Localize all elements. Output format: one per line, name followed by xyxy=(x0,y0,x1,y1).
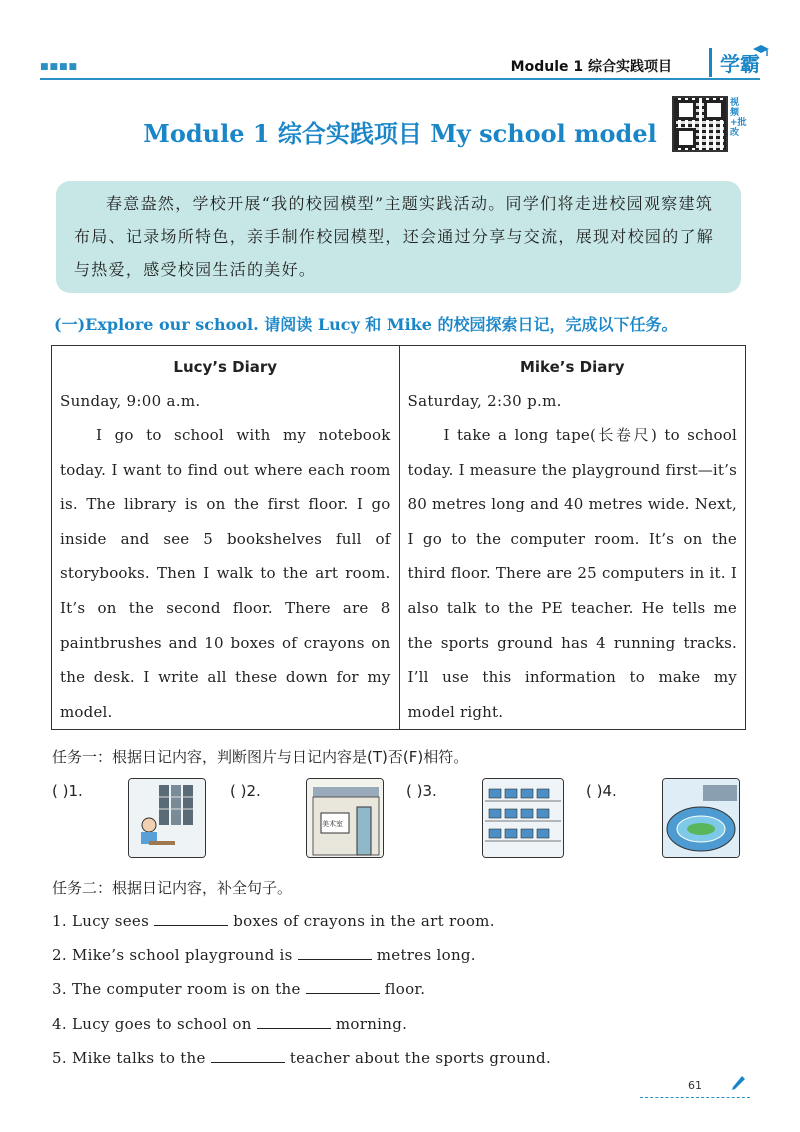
answer-blank[interactable] xyxy=(257,1014,331,1029)
playground-picture xyxy=(662,778,740,858)
diary-body: I take a long tape(长卷尺) to school today. I measure the playground first—it’s 80 metres long and 40 metres wide. Next, I go to the computer room. It’s on the third floor. There are 25 computers in it. I also talk to the PE teacher. He tells me the sports ground has 4 running tracks. I’ll use this information to make my model right. xyxy=(407,426,737,721)
playground-scene-icon xyxy=(663,779,740,858)
footer-rule xyxy=(640,1097,750,1098)
fill-question: 4. Lucy goes to school on morning. xyxy=(52,1015,408,1033)
header-decoration: ■■■■ xyxy=(40,62,79,72)
answer-blank[interactable] xyxy=(298,945,372,960)
answer-blank[interactable] xyxy=(154,911,228,926)
art-room-picture xyxy=(306,778,384,858)
graduation-cap-icon xyxy=(752,44,770,58)
picture-row xyxy=(52,778,752,868)
library-picture xyxy=(128,778,206,858)
diary-table xyxy=(51,345,746,730)
page-header xyxy=(40,52,760,80)
diary-title: Mike’s Diary xyxy=(519,358,625,376)
answer-blank[interactable]: ( )4. xyxy=(586,782,617,800)
library-scene-icon xyxy=(129,779,206,858)
answer-blank[interactable]: ( )3. xyxy=(406,782,437,800)
task2-heading: 任务二：根据日记内容，补全句子。 xyxy=(52,879,293,897)
art-room-scene-icon xyxy=(307,779,384,858)
intro-text: 春意盎然，学校开展“我的校园模型”主题实践活动。同学们将走进校园观察建筑布局、记录场所特色，亲手制作校园模型，还会通过分享与交流，展现对校园的了解与热爱，感受校园生活的美好。 xyxy=(74,194,715,279)
running-title: Module 1 综合实践项目 xyxy=(510,59,672,75)
computer-room-scene-icon xyxy=(483,779,564,858)
page-title: Module 1 综合实践项目 My school model xyxy=(143,119,657,148)
answer-blank[interactable] xyxy=(306,979,380,994)
pen-icon xyxy=(730,1075,746,1093)
computer-room-picture xyxy=(482,778,564,858)
fill-question: 1. Lucy sees boxes of crayons in the art room. xyxy=(52,912,495,930)
diary-date: Sunday, 9:00 a.m. xyxy=(60,392,201,410)
diary-date: Saturday, 2:30 p.m. xyxy=(407,392,562,410)
diary-title: Lucy’s Diary xyxy=(173,358,278,376)
room-sign: 美术室 xyxy=(322,820,343,828)
task1-heading: 任务一：根据日记内容，判断图片与日记内容是(T)否(F)相符。 xyxy=(52,748,469,766)
diary-column-lucy xyxy=(52,346,399,729)
qr-side-label: 视频+批改 xyxy=(730,98,747,138)
answer-blank[interactable] xyxy=(211,1048,285,1063)
fill-question: 3. The computer room is on the floor. xyxy=(52,980,426,998)
qr-code-icon[interactable] xyxy=(672,96,728,152)
intro-box xyxy=(56,181,741,293)
answer-blank[interactable]: ( )2. xyxy=(230,782,261,800)
answer-blank[interactable]: ( )1. xyxy=(52,782,83,800)
fill-question: 5. Mike talks to the teacher about the sports ground. xyxy=(52,1049,552,1067)
fill-question: 2. Mike’s school playground is metres long. xyxy=(52,946,476,964)
diary-body: I go to school with my notebook today. I want to find out where each room is. The library is on the first floor. I go inside and see 5 bookshelves full of storybooks. Then I walk to the art room. It’s on the second floor. There are 8 paintbrushes and 10 boxes of crayons on the desk. I write all these down for my model. xyxy=(60,426,391,721)
brand-logo: 学霸 xyxy=(709,48,760,77)
section-heading: (一)Explore our school. 请阅读 Lucy 和 Mike 的校园探索日记，完成以下任务。 xyxy=(54,315,678,334)
diary-column-mike xyxy=(399,346,746,729)
page-number: 61 xyxy=(688,1079,702,1092)
